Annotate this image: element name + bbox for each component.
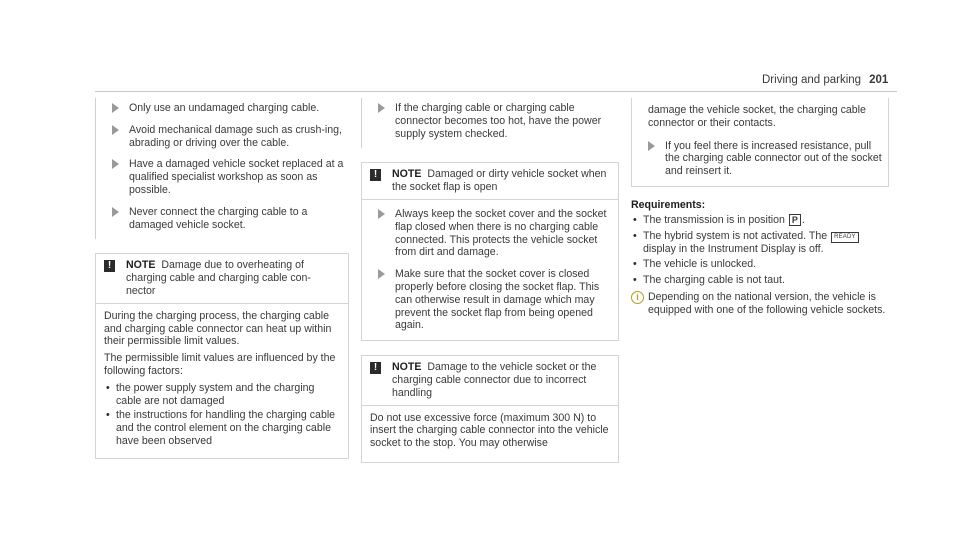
note-paragraph: Do not use excessive force (maximum 300 N) to insert the charging cable connector into the vehicle socket to the stop. You may otherwise — [370, 411, 609, 450]
column-2 — [361, 98, 619, 463]
note-continuation — [632, 98, 888, 186]
step-text: Have a damaged vehicle socket replaced at a qualified specialist workshop as soon as possible. — [129, 158, 344, 196]
note-box-overheating — [95, 253, 349, 458]
header-divider — [95, 91, 897, 92]
note-header — [362, 163, 618, 200]
step-item — [112, 158, 349, 196]
note-paragraph: During the charging process, the charging cable and charging cable connector can heat up within their permissible limit values. — [104, 309, 332, 348]
requirement-item: • The charging cable is not taut. — [631, 274, 889, 287]
step-item — [648, 140, 882, 178]
step-text: If you feel there is increased resistance, pull the charging cable connector out of the socket and reinsert it. — [665, 139, 882, 178]
step-text: Make sure that the socket cover is closed properly before closing the socket flap. This can otherwise result in damage which may prevent the socket flap from being opened again. — [395, 268, 600, 332]
requirement-item — [631, 214, 889, 227]
note-paragraph: damage the vehicle socket, the charging cable connector or their contacts. — [648, 104, 866, 129]
arrow-right-icon — [112, 207, 119, 217]
step-item — [112, 124, 349, 150]
list-item: • the power supply system and the charging cable are not damaged — [104, 382, 340, 408]
warning-icon: ! — [104, 260, 115, 272]
arrow-right-icon — [378, 209, 385, 219]
arrow-right-icon — [648, 141, 655, 151]
note-box-continued — [631, 98, 889, 187]
requirement-item: • The vehicle is unlocked. — [631, 258, 889, 271]
park-position-icon: P — [789, 214, 801, 226]
note-heading: Damaged or dirty vehicle socket when the socket flap is open — [392, 168, 607, 194]
ready-indicator-icon: READY — [831, 232, 859, 243]
step-list — [95, 98, 349, 239]
page-header — [762, 74, 888, 86]
requirements-title: Requirements: — [631, 198, 706, 211]
list-item: • the instructions for handling the charging cable and the control element on the charging cable have been observed — [104, 409, 340, 447]
requirement-text: . — [801, 213, 805, 226]
note-body — [362, 406, 618, 462]
requirement-text: The transmission is in position — [643, 213, 785, 226]
step-item — [112, 102, 349, 115]
note-header — [362, 356, 618, 405]
warning-icon: ! — [370, 169, 381, 181]
note-heading: Damage to the vehicle socket or the charging cable connector due to incorrect handling — [392, 361, 597, 399]
arrow-right-icon — [112, 103, 119, 113]
step-item — [378, 268, 618, 332]
step-text: Avoid mechanical damage such as crush-ing, abrading or driving over the cable. — [129, 123, 342, 149]
step-text: Never connect the charging cable to a damaged vehicle socket. — [129, 205, 308, 231]
section-title: Driving and parking — [762, 74, 862, 86]
note-paragraph: The permissible limit values are influenced by the following factors: — [104, 352, 336, 377]
column-3 — [631, 98, 889, 317]
note-title: NOTE — [126, 259, 156, 272]
arrow-right-icon — [378, 269, 385, 279]
step-item — [378, 208, 618, 259]
info-text: Depending on the national version, the vehicle is equipped with one of the following vehicle sockets. — [648, 290, 886, 316]
note-body — [96, 304, 348, 458]
step-text: If the charging cable or charging cable connector becomes too hot, have the power supply system checked. — [395, 102, 602, 140]
note-header — [96, 254, 348, 303]
note-title: NOTE — [392, 361, 422, 374]
arrow-right-icon — [112, 159, 119, 169]
info-note — [631, 291, 889, 317]
requirement-text: display in the Instrument Display is off. — [643, 242, 824, 255]
note-box-socket — [361, 162, 619, 341]
step-item — [112, 206, 349, 232]
page-number: 201 — [869, 74, 889, 86]
note-steps — [362, 200, 618, 340]
arrow-right-icon — [112, 125, 119, 135]
step-item — [378, 102, 619, 140]
arrow-right-icon — [378, 103, 385, 113]
note-box-handling — [361, 355, 619, 463]
step-text: Always keep the socket cover and the socket flap closed when there is no charging cable connected. This protects the vehicle socket from dirt and damage. — [395, 207, 607, 259]
step-text: Only use an undamaged charging cable. — [129, 102, 320, 114]
requirement-text: The hybrid system is not activated. The — [643, 229, 828, 242]
note-heading: Damage due to overheating of charging cable and charging cable con-nector — [126, 259, 311, 297]
column-1 — [95, 98, 349, 459]
requirement-item — [631, 230, 889, 256]
info-icon: i — [631, 291, 644, 304]
warning-icon: ! — [370, 362, 381, 374]
step-list — [361, 98, 619, 148]
note-title: NOTE — [392, 168, 422, 181]
